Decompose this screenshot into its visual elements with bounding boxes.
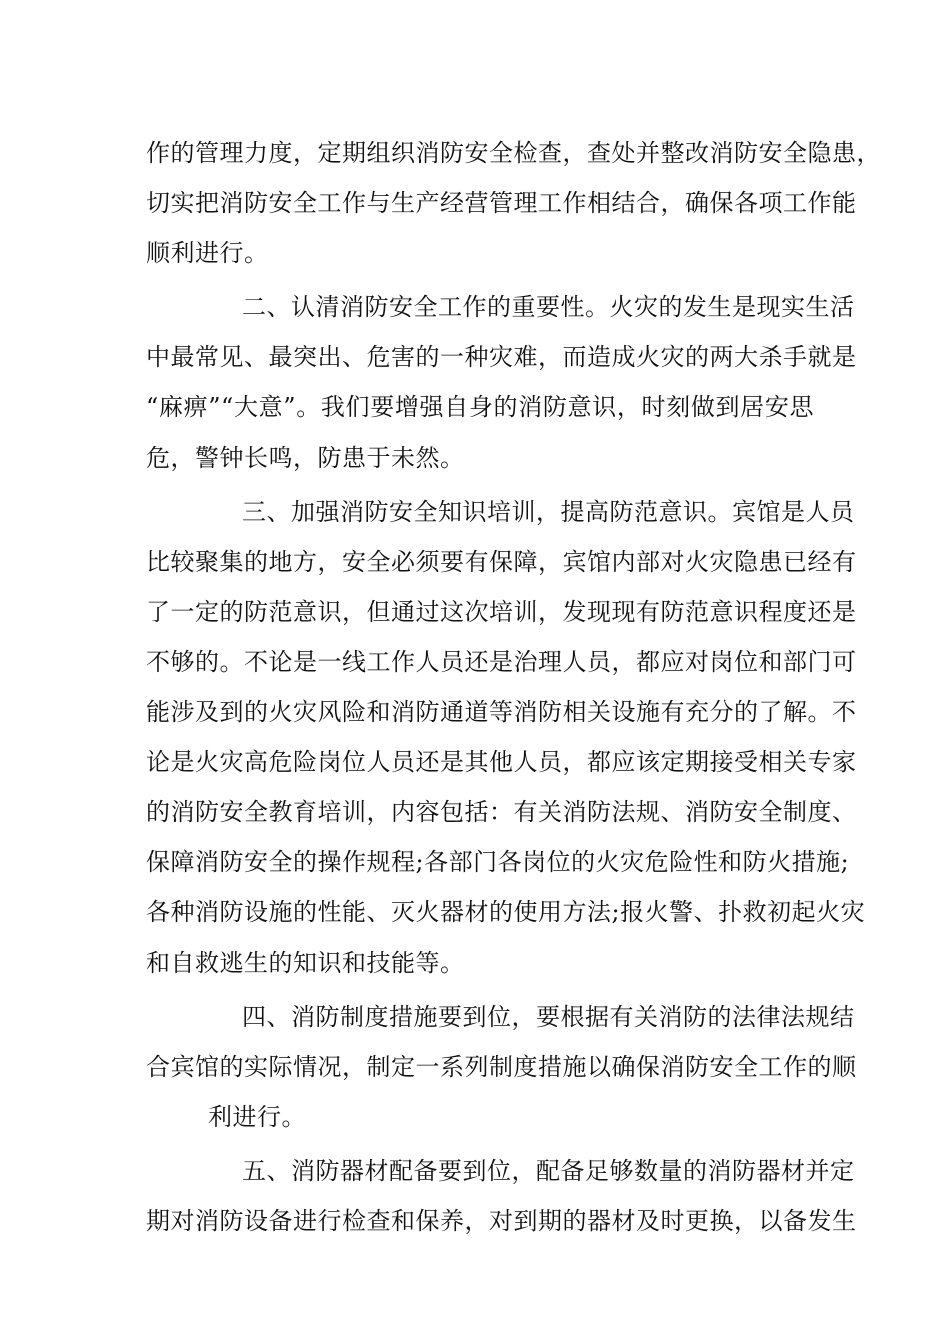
paragraph-line: 期对消防设备进行检查和保养，对到期的器材及时更换，以备发生 xyxy=(146,1206,857,1235)
paragraph-line: 不够的。不论是一线工作人员还是治理人员，都应对岗位和部门可 xyxy=(146,647,857,676)
paragraph-line: 三、加强消防安全知识培训，提高防范意识。宾馆是人员 xyxy=(242,497,855,526)
paragraph-line: 各种消防设施的性能、灭火器材的使用方法;报火警、扑救初起火灾 xyxy=(146,898,866,927)
paragraph-line: 顺利进行。 xyxy=(146,239,269,268)
paragraph-line: 比较聚集的地方，安全必须要有保障，宾馆内部对火灾隐患已经有 xyxy=(146,547,857,576)
paragraph-line: 中最常见、最突出、危害的一种灾难，而造成火灾的两大杀手就是 xyxy=(146,343,857,372)
paragraph-line: 切实把消防安全工作与生产经营管理工作相结合，确保各项工作能 xyxy=(146,189,857,218)
paragraph-line: 作的管理力度，定期组织消防安全检查，查处并整改消防安全隐患， xyxy=(146,139,881,167)
paragraph-line: 四、消防制度措施要到位，要根据有关消防的法律法规结 xyxy=(242,1002,855,1031)
body-text xyxy=(146,128,881,1246)
paragraph-line: 合宾馆的实际情况，制定一系列制度措施以确保消防安全工作的顺 xyxy=(146,1052,857,1081)
paragraph-line: 的消防安全教育培训，内容包括：有关消防法规、消防安全制度、 xyxy=(146,798,857,827)
paragraph-line: 能涉及到的火灾风险和消防通道等消防相关设施有充分的了解。不 xyxy=(146,698,857,727)
paragraph-line: 保障消防安全的操作规程;各部门各岗位的火灾危险性和防火措施; xyxy=(146,848,850,877)
paragraph-line: 五、消防器材配备要到位，配备足够数量的消防器材并定 xyxy=(242,1156,855,1185)
paragraph-line: 利进行。 xyxy=(208,1102,306,1131)
paragraph-line: 二、认清消防安全工作的重要性。火灾的发生是现实生活 xyxy=(242,293,855,322)
paragraph-line: 和自救逃生的知识和技能等。 xyxy=(146,948,465,977)
paragraph-line: 了一定的防范意识，但通过这次培训，发现现有防范意识程度还是 xyxy=(146,597,857,626)
paragraph-line: 危，警钟长鸣，防患于未然。 xyxy=(146,443,465,472)
paragraph-line: “麻痹”“大意”。我们要增强自身的消防意识，时刻做到居安思 xyxy=(146,393,814,422)
paragraph-line: 论是火灾高危险岗位人员还是其他人员，都应该定期接受相关专家 xyxy=(146,748,857,777)
